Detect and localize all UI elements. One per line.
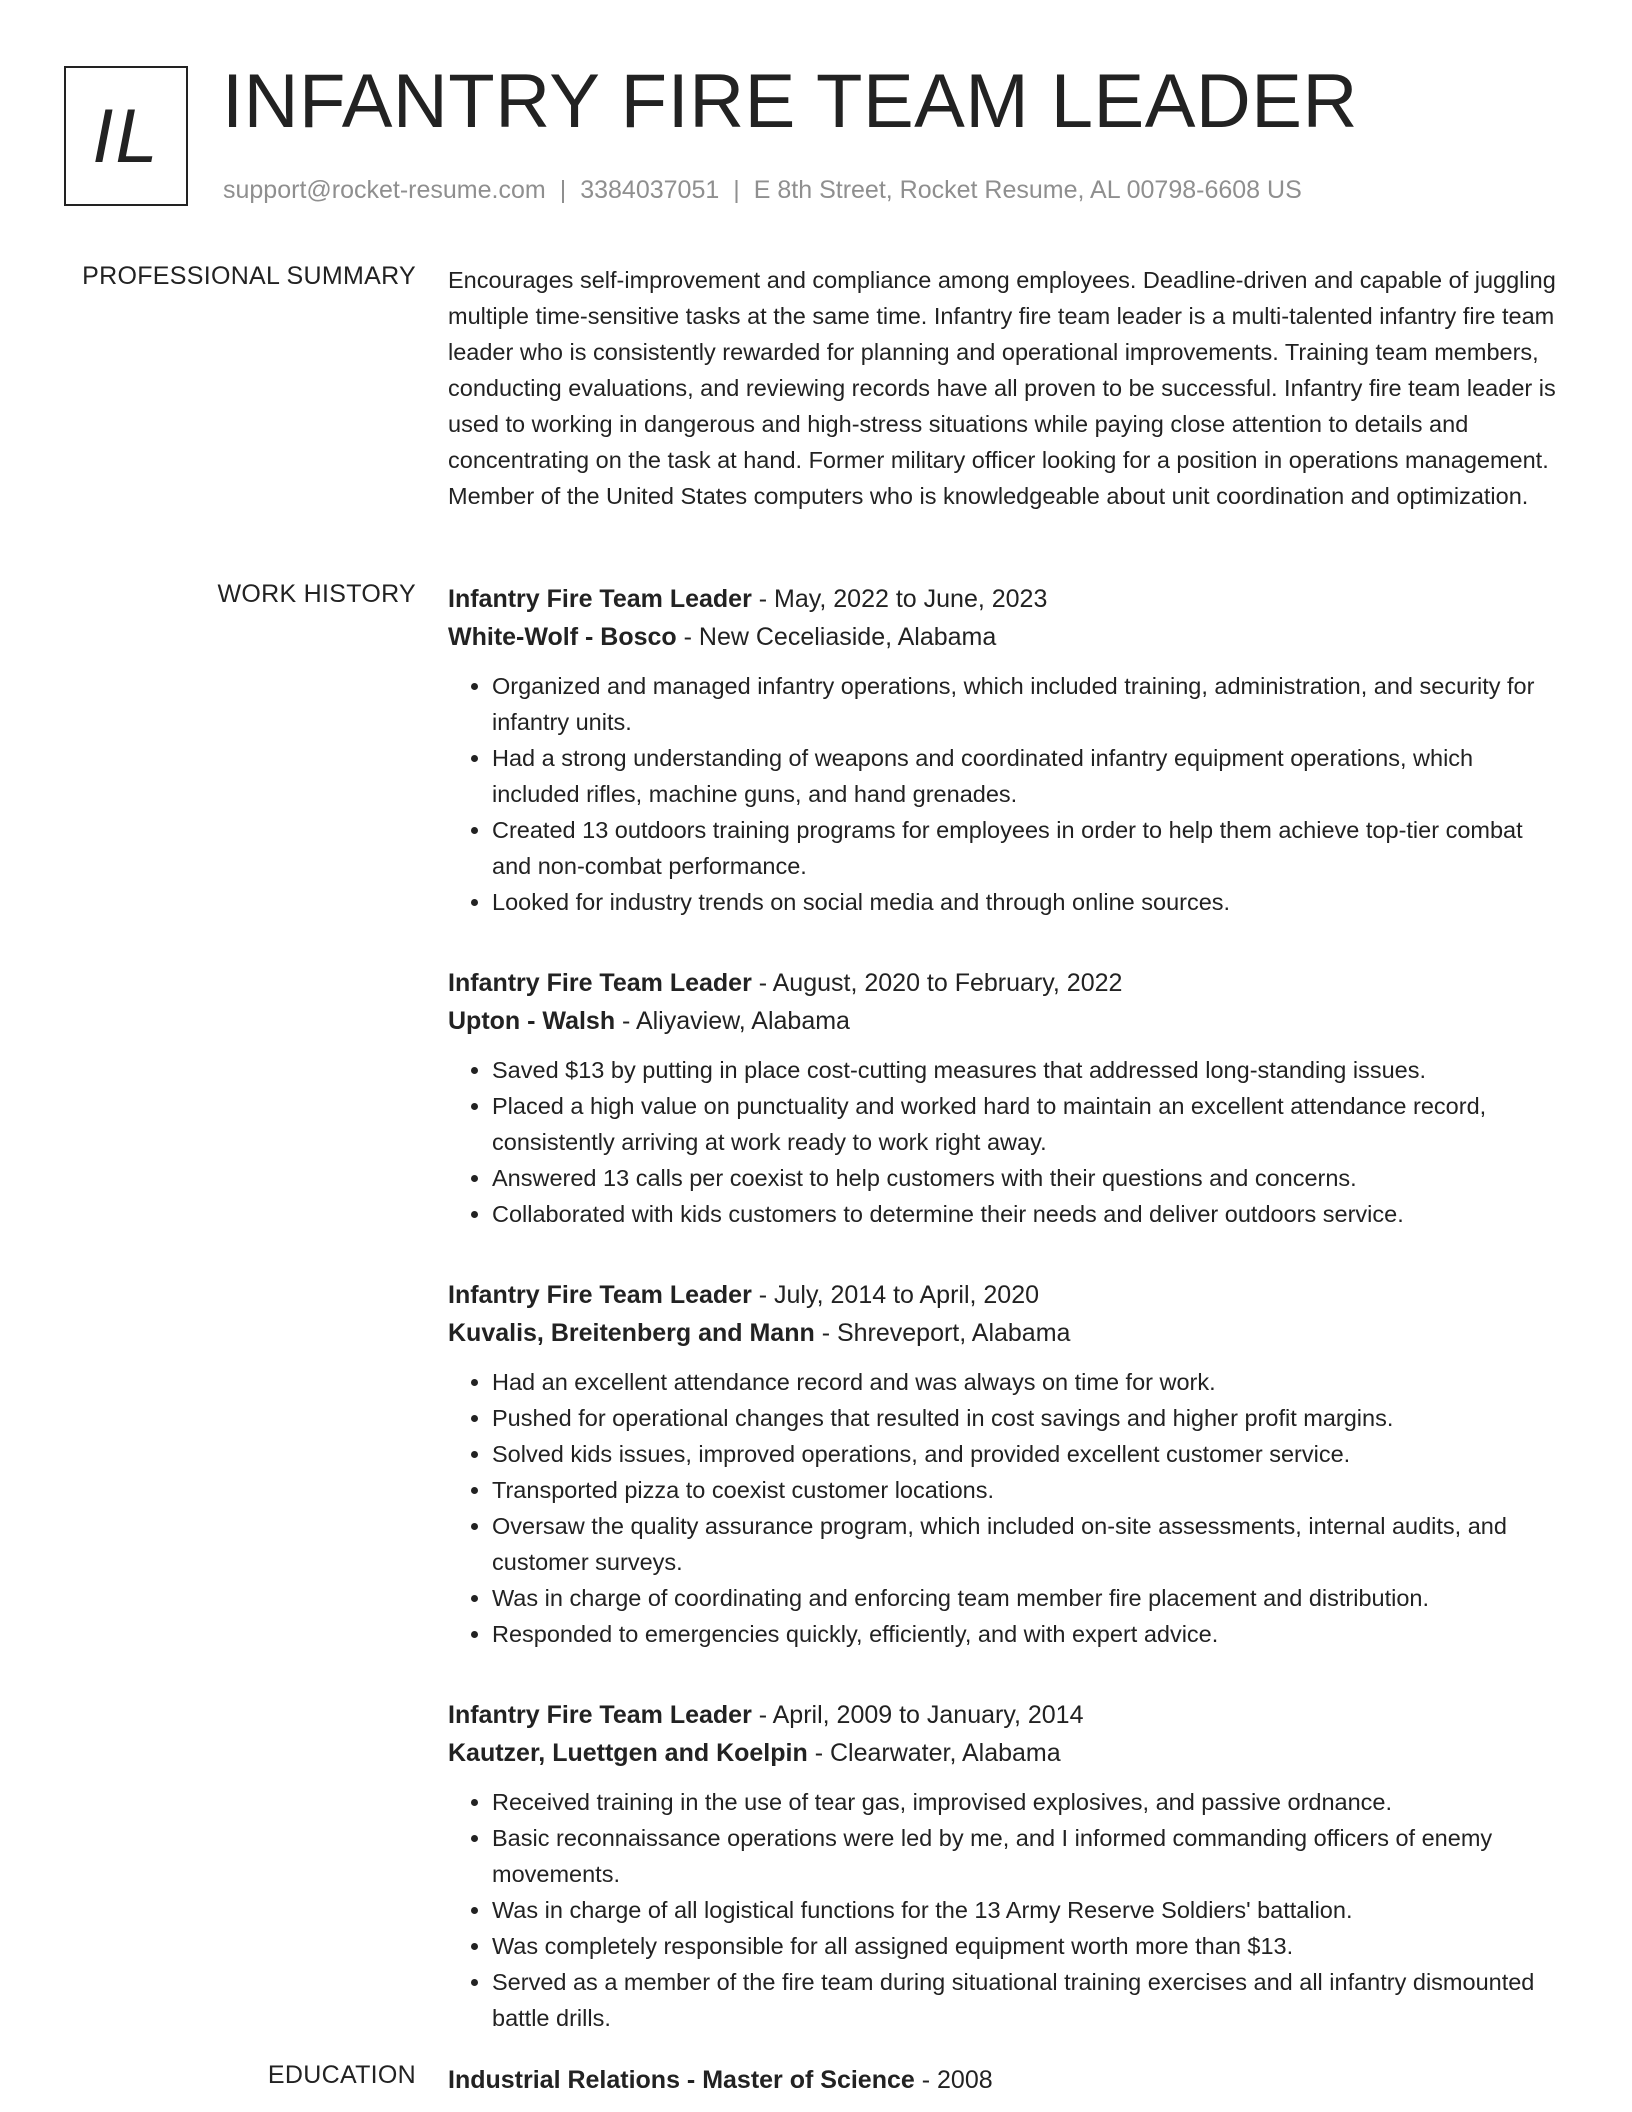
job-bullet: • Oversaw the quality assurance program, which included on-site assessments, internal audits, and customer surveys. — [492, 1508, 1564, 1580]
job-entry — [448, 964, 1564, 1232]
job-bullets — [448, 668, 1564, 920]
job-bullet: • Had a strong understanding of weapons and coordinated infantry equipment operations, which included rifles, machine guns, and hand grenades. — [492, 740, 1564, 812]
job-company-line — [448, 1734, 1564, 1772]
contact-line — [223, 176, 1302, 205]
job-title-line — [448, 580, 1564, 618]
job-bullet: • Responded to emergencies quickly, efficiently, and with expert advice. — [492, 1616, 1564, 1652]
job-bullet: • Looked for industry trends on social media and through online sources. — [492, 884, 1564, 920]
job-title-line — [448, 964, 1564, 1002]
work-history-body — [448, 580, 1564, 2080]
job-title: Infantry Fire Team Leader — [448, 1701, 752, 1729]
job-company: Kautzer, Luettgen and Koelpin — [448, 1739, 808, 1767]
job-title-line — [448, 1276, 1564, 1314]
job-bullet: • Solved kids issues, improved operations, and provided excellent customer service. — [492, 1436, 1564, 1472]
job-company: Upton - Walsh — [448, 1007, 616, 1035]
job-company-line — [448, 618, 1564, 656]
job-company-line — [448, 1002, 1564, 1040]
job-entry — [448, 580, 1564, 920]
job-dates: - May, 2022 to June, 2023 — [751, 585, 1048, 613]
job-bullet: • Collaborated with kids customers to determine their needs and deliver outdoors service. — [492, 1196, 1564, 1232]
job-bullet: • Was completely responsible for all assigned equipment worth more than $13. — [492, 1928, 1564, 1964]
contact-address: E 8th Street, Rocket Resume, AL 00798-6608 US — [753, 176, 1302, 204]
job-bullet: • Received training in the use of tear gas, improvised explosives, and passive ordnance. — [492, 1784, 1564, 1820]
education-degree: Industrial Relations - Master of Science — [448, 2066, 915, 2094]
job-location: - Shreveport, Alabama — [814, 1319, 1071, 1347]
job-location: - Aliyaview, Alabama — [615, 1007, 850, 1035]
job-title: Infantry Fire Team Leader — [448, 969, 752, 997]
section-heading-summary: PROFESSIONAL SUMMARY — [82, 262, 416, 290]
job-title: Infantry Fire Team Leader — [448, 585, 752, 613]
job-location: - New Ceceliaside, Alabama — [676, 623, 997, 651]
job-bullets — [448, 1364, 1564, 1652]
job-company: White-Wolf - Bosco — [448, 623, 677, 651]
job-dates: - August, 2020 to February, 2022 — [751, 969, 1123, 997]
education-body — [448, 2061, 1564, 2099]
summary-body — [448, 262, 1564, 514]
education-year: - 2008 — [914, 2066, 993, 2094]
candidate-name: INFANTRY FIRE TEAM LEADER — [222, 59, 1358, 144]
job-company: Kuvalis, Breitenberg and Mann — [448, 1319, 815, 1347]
job-bullet: • Organized and managed infantry operations, which included training, administration, and security for infantry units. — [492, 668, 1564, 740]
education-degree-line — [448, 2061, 1564, 2099]
monogram-initials: IL — [92, 93, 160, 179]
job-bullet: • Was in charge of coordinating and enforcing team member fire placement and distribution. — [492, 1580, 1564, 1616]
job-title-line — [448, 1696, 1564, 1734]
section-heading-work-history: WORK HISTORY — [217, 580, 416, 608]
contact-phone: 3384037051 — [580, 176, 720, 204]
section-heading-education: EDUCATION — [267, 2061, 416, 2089]
monogram-logo — [64, 66, 188, 206]
job-bullet: • Had an excellent attendance record and was always on time for work. — [492, 1364, 1564, 1400]
job-bullet: • Saved $13 by putting in place cost-cutting measures that addressed long-standing issues. — [492, 1052, 1564, 1088]
job-location: - Clearwater, Alabama — [807, 1739, 1061, 1767]
job-bullet: • Created 13 outdoors training programs for employees in order to help them achieve top-tier combat and non-combat performance. — [492, 812, 1564, 884]
contact-separator: | — [559, 176, 567, 204]
job-bullet: • Was in charge of all logistical functions for the 13 Army Reserve Soldiers' battalion. — [492, 1892, 1564, 1928]
job-bullet: • Served as a member of the fire team during situational training exercises and all infantry dismounted battle drills. — [492, 1964, 1564, 2036]
contact-separator: | — [733, 176, 740, 204]
job-bullet: • Placed a high value on punctuality and worked hard to maintain an excellent attendance record, consistently arriving at work ready to work right away. — [492, 1088, 1564, 1160]
summary-text: Encourages self-improvement and compliance among employees. Deadline-driven and capable of juggling multiple time-sensitive tasks at the same time. Infantry fire team leader is a multi-talented infantry fire team leader who is consistently rewarded for planning and operational improvements. Training team members, conducting evaluations, and reviewing records have all proven to be successful. Infantry fire team leader is used to working in dangerous and high-stress situations while paying close attention to details and concentrating on the task at hand. Former military officer looking for a position in operations management. Member of the United States computers who is knowledgeable about unit coordination and optimization. — [448, 267, 1556, 509]
job-title: Infantry Fire Team Leader — [448, 1281, 752, 1309]
job-bullets — [448, 1784, 1564, 2036]
job-company-line — [448, 1314, 1564, 1352]
job-entry — [448, 1276, 1564, 1652]
job-bullet: • Pushed for operational changes that resulted in cost savings and higher profit margins. — [492, 1400, 1564, 1436]
job-dates: - July, 2014 to April, 2020 — [751, 1281, 1040, 1309]
job-bullets — [448, 1052, 1564, 1232]
contact-email: support@rocket-resume.com — [223, 176, 546, 204]
job-bullet: • Transported pizza to coexist customer locations. — [492, 1472, 1564, 1508]
job-bullet: • Basic reconnaissance operations were led by me, and I informed commanding officers of enemy movements. — [492, 1820, 1564, 1892]
job-entry — [448, 1696, 1564, 2036]
job-dates: - April, 2009 to January, 2014 — [751, 1701, 1084, 1729]
job-bullet: • Answered 13 calls per coexist to help customers with their questions and concerns. — [492, 1160, 1564, 1196]
